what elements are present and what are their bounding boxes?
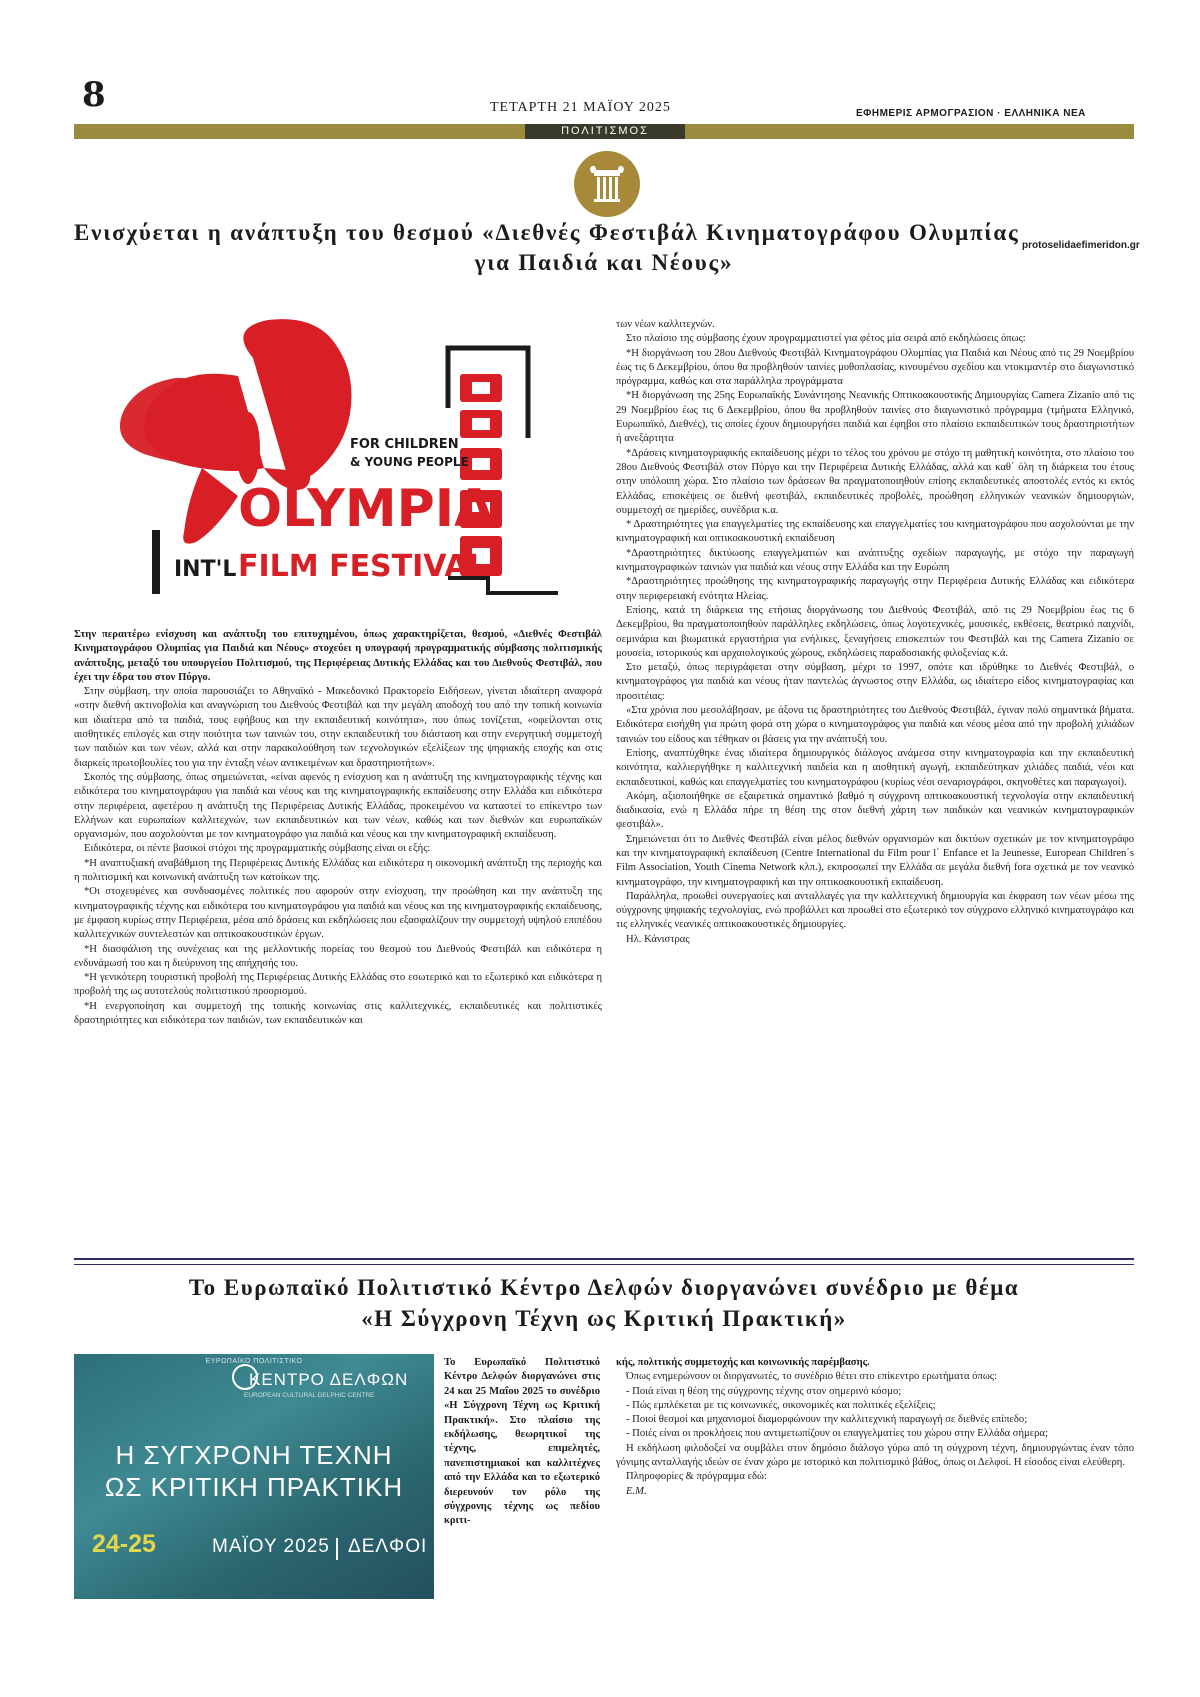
- article2-title-line1: Το Ευρωπαϊκό Πολιτιστικό Κέντρο Δελφών διοργανώνει συνέδριο με θέμα: [188, 1275, 1020, 1300]
- paragraph: Σημειώνεται ότι το Διεθνές Φεστιβάλ είναι μέλος διεθνών οργανισμών και δικτύων σχετικών με τον κινηματογράφο και την κινηματογραφική εκπαίδευση (Centre International du Film pour l΄ Enfance et la Jeunesse, European Children΄s Film Association, Youth Cinema Network κλπ.), εκπροσωπεί την Ελλάδα σε μεγάλα διεθνή fora σχετικά με τον νεανικό κινηματογράφο, την κινηματογραφική και την οπτικοακουστική εκπαίδευση.: [616, 833, 1134, 888]
- logo-intl: INT'L: [174, 557, 237, 582]
- paragraph: Επίσης, κατά τη διάρκεια της ετήσιας διοργάνωσης του Διεθνούς Φεστιβάλ, από τις 29 Νοεμβρίου έως τις 6 Δεκεμβρίου, θα πραγματοποιηθούν παράλληλες εκδηλώσεις, όπως λογοτεχνικές, μουσικές, εκθέσεις, θεατρικό παιχνίδι, σεμινάρια και βιωματικά εργαστήρια για ενήλικες, ξεναγήσεις επισκεπτών του Φεστιβάλ και της Camera Zizanio σε μουσεία, ιστορικούς και αρχαιολογικούς χώρους, εκδηλώσεις παραδοσιακής φιλοξενίας κ.ά.: [616, 604, 1134, 659]
- paragraph: *Δραστηριότητες προώθησης της κινηματογραφικής παραγωγής στην Περιφέρεια Δυτικής Ελλάδας και ειδικότερα στην περιφερειακή ενότητα Ηλείας.: [616, 576, 1134, 602]
- paragraph: «Στα χρόνια που μεσολάβησαν, με άξονα τις δραστηριότητες του Διεθνούς Φεστιβάλ, έγιναν πολύ σημαντικά βήματα. Ειδικότερα εισήχθη για πρώτη φορά στη χώρα ο κινηματογράφος για παιδιά και νέους μέσα από την προβολή χιλιάδων ταινιών του είδους και τέθηκαν οι βάσεις για την ανάπτυξή του.: [616, 705, 1134, 745]
- poster-dates: 24-25: [92, 1530, 156, 1558]
- paragraph: Ακόμη, αξιοποιήθηκε σε εξαιρετικά σημαντικό βαθμό η σύγχρονη οπτικοακουστική τεχνολογία στην εκπαιδευτική διαδικασία, ενώ η Ελλάδα πήρε τη θέση της στον διεθνή χάρτη των παιδικών και νεανικών κινηματογραφικών φεστιβάλ».: [616, 790, 1134, 831]
- logo-for-children: FOR CHILDREN: [350, 437, 459, 452]
- article1-right-column: [616, 318, 1134, 1240]
- poster-separator: [336, 1538, 338, 1560]
- paragraph: *Οι στοχευμένες και συνδυασμένες πολιτικές που αφορούν στην ενίσχυση, την προώθηση και την ανάπτυξη της κινηματογραφικής τέχνης και ειδικότερα του κινηματογράφου για παιδιά και νέους και της κινηματογραφικής εκπαίδευσης, με έμφαση κυρίως στην Περιφέρεια, μέσα από δράσεις και εκδηλώσεις που εξασφαλίζουν την συμμετοχή υψηλού επιπέδου καλλιτεχνικών συντελεστών και οπτικοακουστικών έργων.: [74, 886, 602, 941]
- paragraph: Σκοπός της σύμβασης, όπως σημειώνεται, «είναι αφενός η ενίσχυση και η ανάπτυξη της κινηματογραφικής τέχνης και ειδικότερα του κινηματογράφου για παιδιά και νέους και της κινηματογραφικής εκπαίδευσης στην Ελλάδα και ειδικότερα στην περιφέρεια, αφετέρου η ανάπτυξη της Περιφέρειας Δυτικής Ελλάδας, προκειμένου να καταστεί το επίκεντρο των Ελλήνων και ευρωπαίων καλλιτεχνών, των εκπαιδευτικών και των νέων, καθώς και των διεθνών και ευρωπαϊκών οργανισμών, που ασχολούνται με τον κινηματογράφο για παιδιά και νέους και την κινηματογραφική εκπαίδευση.: [74, 771, 602, 841]
- article2-title-line2: «Η Σύγχρονη Τέχνη ως Κριτική Πρακτική»: [361, 1306, 847, 1331]
- paragraph: Παράλληλα, προωθεί συνεργασίες και ανταλλαγές για την καλλιτεχνική δημιουργία και έκφραση των νέων μέσω της σύγχρονης ψηφιακής τεχνολογίας, ενώ προβάλλει και προωθεί στο εξωτερικό τον σύγχρονο ελληνικό κινηματογράφο και τις ελληνικές νεανικές οπτικοακουστικές δημιουργίες.: [616, 890, 1134, 931]
- paragraph: Ειδικότερα, οι πέντε βασικοί στόχοι της προγραμματικής σύμβασης είναι οι εξής:: [84, 843, 431, 855]
- paragraph: *Η γενικότερη τουριστική προβολή της Περιφέρειας Δυτικής Ελλάδας στο εσωτερικό και το εξωτερικό και ειδικότερα η προβολή της ως αυτοτελούς πολιτιστικού προορισμού.: [74, 972, 602, 998]
- article1-author: Ηλ. Κάνιστρας: [626, 933, 690, 945]
- paragraph: Η εκδήλωση φιλοδοξεί να συμβάλει στον δημόσιο διάλογο γύρω από τη σύγχρονη τέχνη, δημιουργώντας έναν τόπο γόνιμης ανταλλαγής ιδεών σε έναν χώρο με ιστορικό και πολιτισμικό βάθος, όπως οι Δελφοί. Η είσοδος είναι ελεύθερη.: [616, 1442, 1134, 1469]
- article2-right-column: [616, 1356, 1134, 1606]
- issue-date: ΤΕΤΑΡΤΗ 21 ΜΑΪΟΥ 2025: [490, 100, 671, 115]
- logo-young-people: & YOUNG PEOPLE: [350, 455, 469, 469]
- conference-poster: [74, 1354, 434, 1599]
- article2-intro-column: Το Ευρωπαϊκό Πολιτιστικό Κέντρο Δελφών διοργανώνει στις 24 και 25 Μαΐου 2025 το συνέδριο «Η Σύγχρονη Τέχνη ως Κριτική Πρακτική». Στο πλαίσιο της εκδήλωσης, θεωρητικοί της τέχνης, επιμελητές, πανεπιστημιακοί και καλλιτέχνες από την Ελλάδα και το εξωτερικό διερευνούν τον ρόλο της σύγχρονης τέχνης ως πεδίου κριτι-: [444, 1357, 600, 1527]
- paragraph: Στο πλαίσιο της σύμβασης έχουν προγραμματιστεί για φέτος μία σειρά από εκδηλώσεις όπως:: [626, 333, 1026, 345]
- paragraph: *Δράσεις κινηματογραφικής εκπαίδευσης μέχρι το τέλος του χρόνου με στόχο τη μαθητική κοινότητα, στο πλαίσιο του 28ου Διεθνούς Φεστιβάλ στον Πύργο και την Περιφέρεια Δυτικής Ελλάδας, αλλά και καθ΄ όλη τη διάρκεια του έτους στην υπόλοιπη χώρα. Στο πλαίσιο των δράσεων θα πραγματοποιηθούν επίσης εκπαιδευτικές αποστολές εντός κι εκτός Ελλάδας, επισκέψεις σε διεθνή φεστιβάλ, εκπαιδευτικές προβολές, προώθηση ελληνικών νεανικών δημιουργιών, συμμετοχή σε ημερίδες, συνέδρια κ.α.: [616, 447, 1134, 516]
- list-item: - Ποιές είναι οι προκλήσεις που αντιμετωπίζουν οι επαγγελματίες του χώρου στην Ελλάδα σήμερα;: [626, 1428, 1048, 1440]
- article1-lead: Στην περαιτέρω ενίσχυση και ανάπτυξη του επιτυχημένου, όπως χαρακτηρίζεται, θεσμού, «Διεθνές Φεστιβάλ Κινηματογράφου Ολυμπίας για Παιδιά και Νέους» στοχεύει η υπογραφή προγραμματικής σύμβασης πολιτισμικής ανάπτυξης, μεταξύ του υπουργείου Πολιτισμού, της Περιφέρειας Δυτικής Ελλάδας και του Διεθνούς Φεστιβάλ, που έχει την έδρα του στον Πύργο.: [74, 629, 602, 683]
- page-number: 8: [82, 75, 106, 115]
- paragraph: *Η αναπτυξιακή αναβάθμιση της Περιφέρειας Δυτικής Ελλάδας και ειδικότερα η οικονομική ανάπτυξη της περιοχής και η πολιτισμική και κοινωνική ανάπτυξη των κατοίκων της.: [74, 857, 602, 884]
- paragraph: Όπως ενημερώνουν οι διοργανωτές, το συνέδριο θέτει στο επίκεντρο ερωτήματα όπως:: [626, 1371, 997, 1383]
- paragraph: κής, πολιτικής συμμετοχής και κοινωνικής παρέμβασης.: [616, 1357, 870, 1368]
- list-item: - Ποιοί θεσμοί και μηχανισμοί διαμορφώνουν την καλλιτεχνική παραγωγή σε διεθνές επίπεδο;: [626, 1414, 1028, 1426]
- paragraph: των νέων καλλιτεχνών.: [616, 319, 715, 330]
- newspaper-masthead: ΕΦΗΜΕΡΙΣ ΑΡΜΟΓΡΑΣΙΟΝ · ΕΛΛΗΝΙΚΑ ΝΕΑ: [856, 108, 1086, 119]
- paragraph: * Δραστηριότητες για επαγγελματίες της εκπαίδευσης και επαγγελματίες του κινηματογράφου που ασχολούνται με την κινηματογραφική και οπτικοακουστική εκπαίδευση: [616, 519, 1134, 545]
- poster-org-sub: EUROPEAN CULTURAL DELPHIC CENTRE: [244, 1392, 375, 1399]
- article1-left-column: [74, 628, 602, 1240]
- article1-title-line1: Ενισχύεται η ανάπτυξη του θεσμού «Διεθνές Φεστιβάλ Κινηματογράφου Ολυμπίας: [74, 220, 1020, 245]
- logo-film-festival: FILM FESTIVAL: [238, 549, 487, 584]
- poster-title-line2: ΩΣ ΚΡΙΤΙΚΗ ΠΡΑΚΤΙΚΗ: [104, 1472, 404, 1502]
- poster-month-year: ΜΑΪΟΥ 2025: [212, 1536, 330, 1557]
- paragraph: Στην σύμβαση, την οποία παρουσιάζει το Αθηναϊκό - Μακεδονικό Πρακτορείο Ειδήσεων, γίνεται ιδιαίτερη αναφορά «στην διεθνή ακτινοβολία και αναγνώριση του Διεθνούς Φεστιβάλ και την μεγάλη αποδοχή του από την τοπική κοινωνία και ιδιαίτερα από τα παιδιά, τους εφήβους και την εκπαιδευτική κοινότητα», που όπως τονίζεται, «οφείλονται στις αισθητικές επιλογές και στην ποιότητα των ταινιών του, στην εκπαιδευτική του διάσταση και στην ενεργητική συμμετοχή των παιδιών και των νέων, αλλά και στην παρακολούθηση των τεχνολογικών εξελίξεων της ψηφιακής εποχής και στις διαρκείς πρωτοβουλίες του για την ένταξη νέων αντικειμένων και δραστηριοτήτων».: [74, 686, 602, 769]
- article2-author: Ε.Μ.: [626, 1485, 647, 1497]
- paragraph: *Η διασφάλιση της συνέχειας και της μελλοντικής πορείας του θεσμού του Διεθνούς Φεστιβάλ και ειδικότερα η ενδυνάμωσή του και η διεύρυνση της απήχησής του.: [74, 943, 602, 969]
- paragraph: Πληροφορίες & πρόγραμμα εδώ:: [626, 1471, 767, 1483]
- article-divider: [74, 1258, 1134, 1265]
- ionic-column-icon: [574, 151, 640, 217]
- logo-bar: [152, 530, 160, 594]
- paragraph: *Η ενεργοποίηση και συμμετοχή της τοπικής κοινωνίας στις καλλιτεχνικές, εκπαιδευτικές και πολιτιστικές δραστηριότητες και ειδικότερα των παιδιών, των εκπαιδευτικών και: [74, 1000, 602, 1027]
- poster-place: ΔΕΛΦΟΙ: [348, 1536, 428, 1557]
- paragraph: *Η διοργάνωση του 28ου Διεθνούς Φεστιβάλ Κινηματογράφου Ολυμπίας για Παιδιά και Νέους από τις 29 Νοεμβρίου έως τις 6 Δεκεμβρίου, όπου θα προβληθούν ταινίες μυθοπλασίας, κινουμένου σχεδίου και ντοκιμαντέρ στο διαγωνιστικό πρόγραμμα, καθώς και στα παράλληλα προγράμματα: [616, 347, 1134, 388]
- source-watermark: protoselidaefimeridon.gr: [1022, 240, 1140, 251]
- poster-title-line1: Η ΣΥΓΧΡΟΝΗ ΤΕΧΝΗ: [115, 1440, 393, 1470]
- poster-org-name: ΚΕΝΤΡΟ ΔΕΛΦΩΝ: [249, 1370, 409, 1389]
- poster-org-top: ΕΥΡΩΠΑΪΚΟ ΠΟΛΙΤΙΣΤΙΚΟ: [205, 1358, 303, 1365]
- section-label: ΠΟΛΙΤΙΣΜΟΣ: [525, 124, 685, 139]
- paragraph: *Η διοργάνωση της 25ης Ευρωπαϊκής Συνάντησης Νεανικής Οπτικοακουστικής Δημιουργίας Camera Zizanio από τις 29 Νοεμβρίου έως τις 6 Δεκεμβρίου, όπου θα προβληθούν ταινίες στο διαγωνιστικό πρόγραμμα (τμήματα Ελληνικό, Ευρωπαϊκό, Διεθνές), τις οποίες έχουν δημιουργήσει παιδιά και έφηβοι στο πλαίσιο εκπαιδευτικών τους δραστηριοτήτων ή ανεξάρτητα: [616, 390, 1134, 445]
- list-item: - Ποιά είναι η θέση της σύγχρονης τέχνης στον σημερινό κόσμο;: [626, 1385, 902, 1397]
- paragraph: Επίσης, αναπτύχθηκε ένας ιδιαίτερα δημιουργικός διάλογος ανάμεσα στην κινηματογραφία και την εκπαιδευτική κοινότητα, καλλιεργήθηκε η καλλιτεχνική παιδεία και η αισθητική αγωγή, εκπαιδεύτηκαν χιλιάδες παιδιά, νέοι και εκπαιδευτικοί, καθώς και επαγγελματίες του κινηματογράφου (κυρίως νέοι σεναριογράφοι, σκηνοθέτες και παραγωγοί).: [616, 747, 1134, 788]
- olympia-festival-logo: [88, 318, 568, 610]
- list-item: - Πώς εμπλέκεται με τις κοινωνικές, οικονομικές και πολιτικές εξελίξεις;: [626, 1399, 936, 1411]
- logo-olympia: OLYMPIA: [238, 479, 495, 539]
- paragraph: Στο μεταξύ, όπως περιγράφεται στην σύμβαση, μέχρι το 1997, οπότε και ιδρύθηκε το Διεθνές Φεστιβάλ, ο κινηματογράφος για παιδιά και νέους ήταν παντελώς άγνωστος στην Ελλάδα, ως ιδιαίτερο είδος κινηματογραφίας και προσιτέιας:: [616, 662, 1134, 702]
- article1-title-line2: για Παιδιά και Νέους»: [474, 250, 734, 275]
- paragraph: *Δραστηριότητες δικτύωσης επαγγελματιών και ανάπτυξης σχεδίων παραγωγής, με στόχο την παραγωγή κινηματογραφικών ταινιών για παιδιά και νέους στην Ελλάδα και την Ευρώπη: [616, 547, 1134, 574]
